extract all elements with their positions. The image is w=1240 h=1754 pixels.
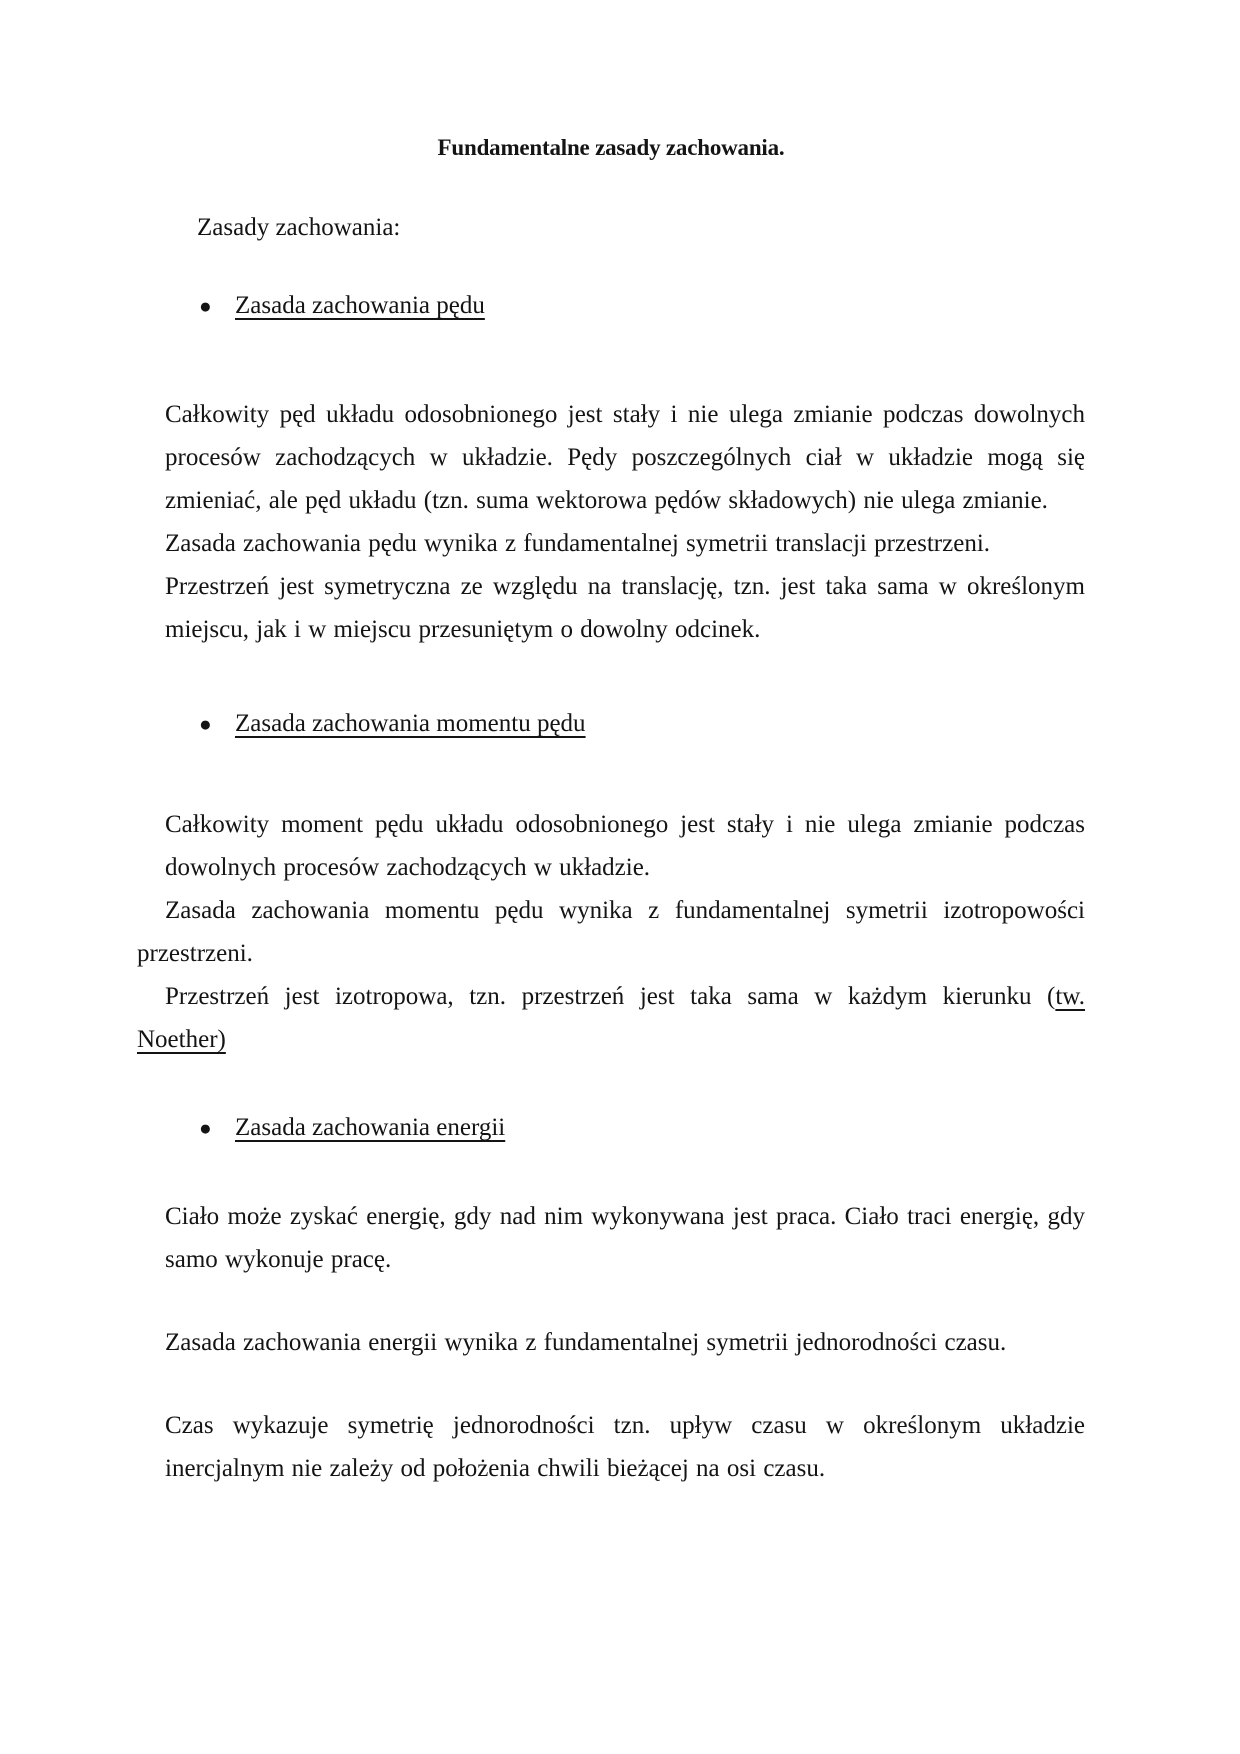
bullet-icon: ● bbox=[199, 712, 212, 736]
paragraph-time-homogeneity: Czas wykazuje symetrię jednorodności tzn. upływ czasu w określonym układzie inercjalnym nie zależy od położenia chwili bieżącej na osi czasu. bbox=[165, 1412, 1085, 1482]
bullet-item-energy bbox=[199, 1113, 1085, 1143]
paragraph-angular-momentum-definition: Całkowity moment pędu układu odosobnionego jest stały i nie ulega zmianie podczas dowolnych procesów zachodzących w układzie. bbox=[165, 811, 1085, 881]
paragraph-energy-work: Ciało może zyskać energię, gdy nad nim wykonywana jest praca. Ciało traci energię, gdy samo wykonuje pracę. bbox=[165, 1203, 1085, 1273]
bullet-item-angular-momentum bbox=[199, 709, 1085, 739]
paragraph-angular-momentum-symmetry: Zasada zachowania momentu pędu wynika z fundamentalnej symetrii izotropowości przestrzeni. bbox=[137, 897, 1085, 967]
page-title: Fundamentalne zasady zachowania. bbox=[437, 135, 785, 160]
section-heading-angular-momentum: Zasada zachowania momentu pędu bbox=[235, 710, 586, 737]
noether-theorem-reference: tw. Noether) bbox=[137, 983, 1085, 1053]
section-heading-momentum: Zasada zachowania pędu bbox=[235, 292, 485, 319]
bullet-item-momentum bbox=[199, 291, 1085, 321]
paragraph-momentum-symmetry: Zasada zachowania pędu wynika z fundamentalnej symetrii translacji przestrzeni. bbox=[165, 530, 991, 557]
paragraph-energy-symmetry: Zasada zachowania energii wynika z fundamentalnej symetrii jednorodności czasu. bbox=[165, 1329, 1007, 1356]
bullet-icon: ● bbox=[199, 1116, 212, 1140]
paragraph-space-isotropy-text: Przestrzeń jest izotropowa, tzn. przestrzeń jest taka sama w każdym kierunku ( bbox=[165, 983, 1056, 1010]
intro-text: Zasady zachowania: bbox=[197, 214, 401, 241]
paragraph-space-translation: Przestrzeń jest symetryczna ze względu na translację, tzn. jest taka sama w określonym miejscu, jak i w miejscu przesuniętym o dowolny odcinek. bbox=[165, 573, 1085, 643]
paragraph-momentum-definition: Całkowity pęd układu odosobnionego jest stały i nie ulega zmianie podczas dowolnych procesów zachodzących w układzie. Pędy poszczególnych ciał w układzie mogą się zmieniać, ale pęd układu (tzn. suma wektorowa pędów składowych) nie ulega zmianie. bbox=[165, 401, 1085, 514]
bullet-icon: ● bbox=[199, 294, 212, 318]
section-heading-energy: Zasada zachowania energii bbox=[235, 1114, 506, 1141]
paragraph-space-isotropy bbox=[137, 975, 1085, 1061]
